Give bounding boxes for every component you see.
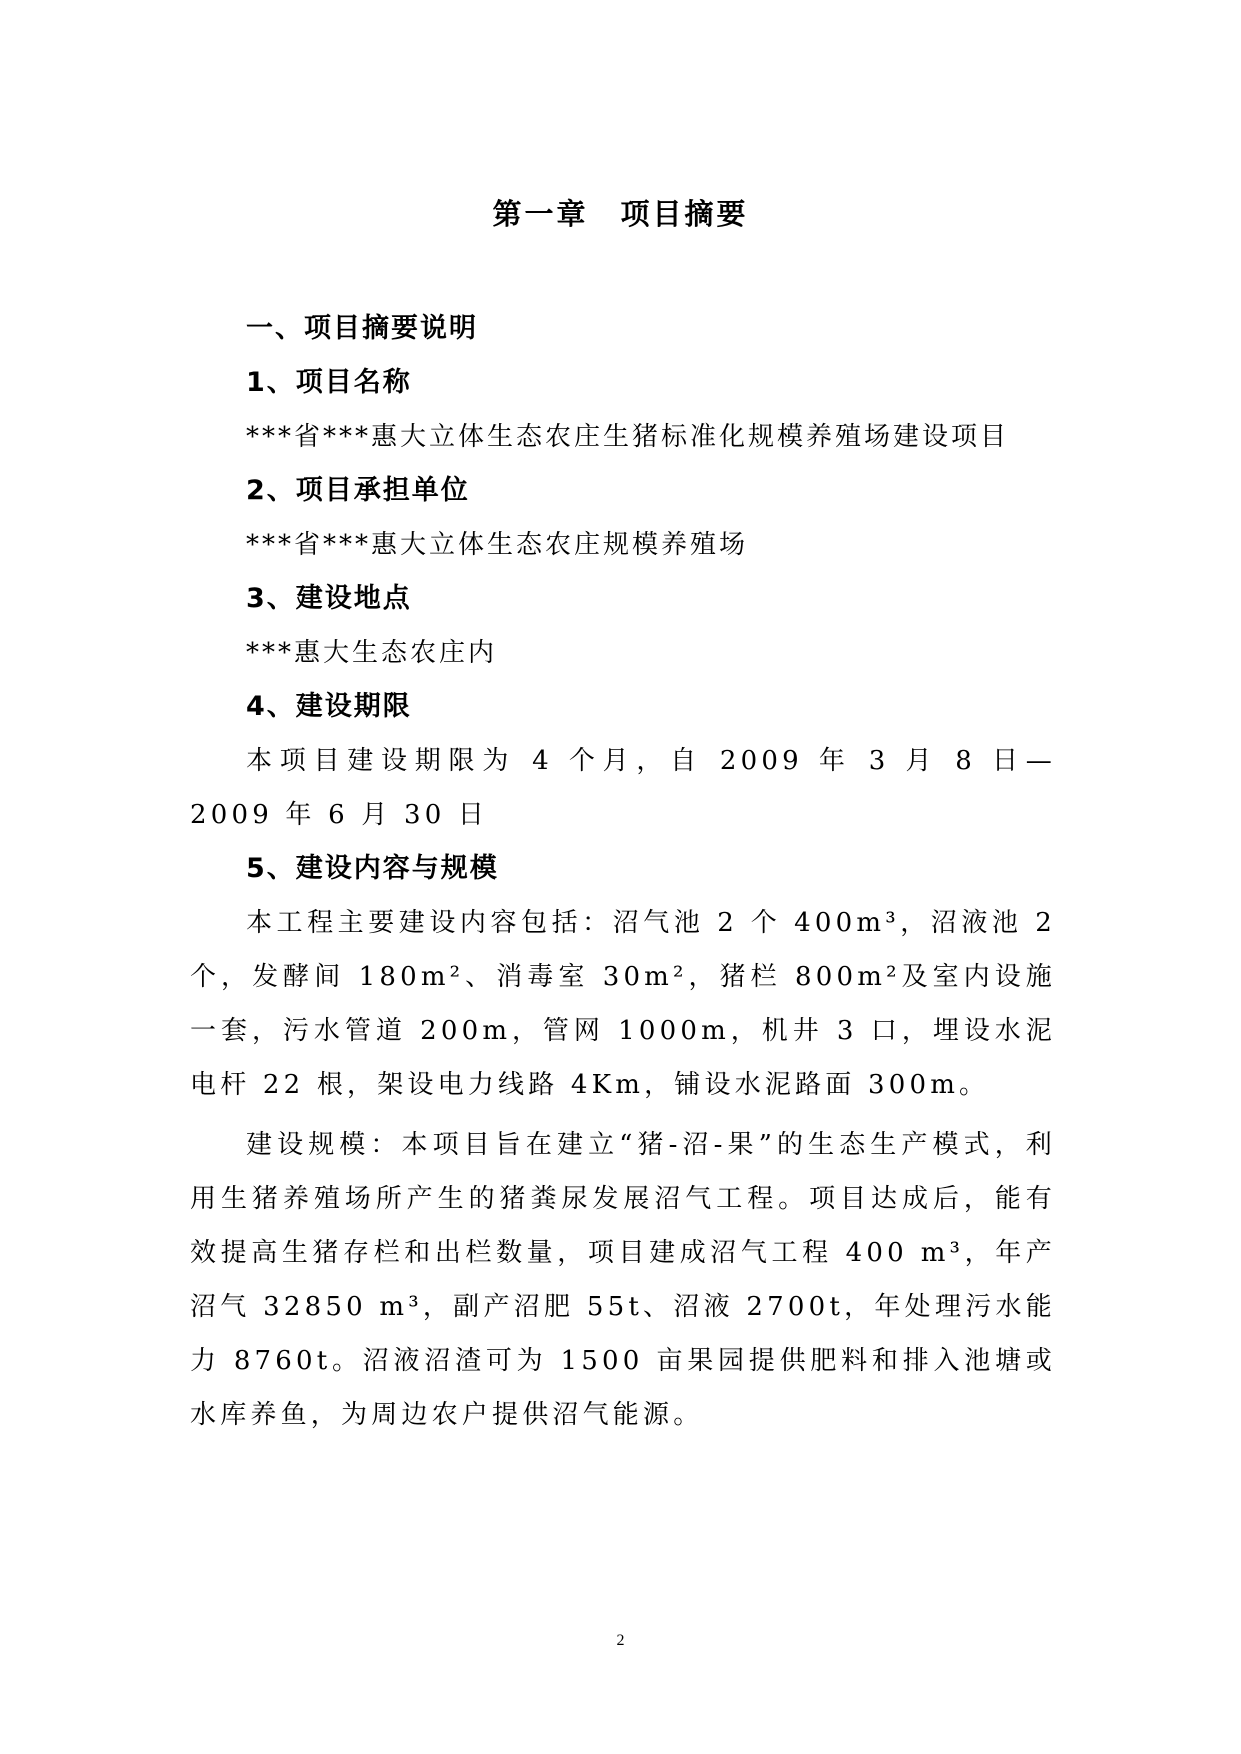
chapter-title: 第一章 项目摘要 [492, 197, 749, 231]
item-heading-undertaking-unit: 2、项目承担单位 [246, 475, 470, 506]
scale-paragraph: 建设规模：本项目旨在建立“猪-沼-果”的生态生产模式，利用生猪养殖场所产生的猪粪尿发展沼气工程。项目达成后，能有效提高生猪存栏和出栏数量，项目建成沼气工程 400 m³，年产沼气 32850 m³，副产沼肥 55t、沼液 2700t，年处理污水能力 8760t。沼液沼渣可为 1500 亩果园提供肥料和排入池塘或水库养鱼，为周边农户提供沼气能源。 [190, 1130, 1056, 1430]
item-heading-location: 3、建设地点 [246, 583, 412, 614]
content-paragraph: 本工程主要建设内容包括：沼气池 2 个 400m³，沼液池 2 个，发酵间 180m²、消毒室 30m²，猪栏 800m²及室内设施一套，污水管道 200m，管网 1000m，机井 3 口，埋设水泥电杆 22 根，架设电力线路 4Km，铺设水泥路面 300m。 [190, 908, 1056, 1100]
document-body [190, 302, 1056, 1442]
item-text-project-name: ***省***惠大立体生态农庄生猪标准化规模养殖场建设项目 [246, 422, 1010, 452]
item-heading-content-scale: 5、建设内容与规模 [246, 853, 499, 884]
item-text-period: 本项目建设期限为 4 个月，自 2009 年 3 月 8 日—2009 年 6 月 30 日 [190, 746, 1056, 830]
item-heading-period: 4、建设期限 [246, 691, 412, 722]
section-heading: 一、项目摘要说明 [246, 313, 478, 344]
item-heading-project-name: 1、项目名称 [246, 367, 412, 398]
page-number: 2 [616, 1632, 625, 1649]
item-text-undertaking-unit: ***省***惠大立体生态农庄规模养殖场 [246, 530, 749, 560]
item-text-location: ***惠大生态农庄内 [246, 638, 498, 668]
